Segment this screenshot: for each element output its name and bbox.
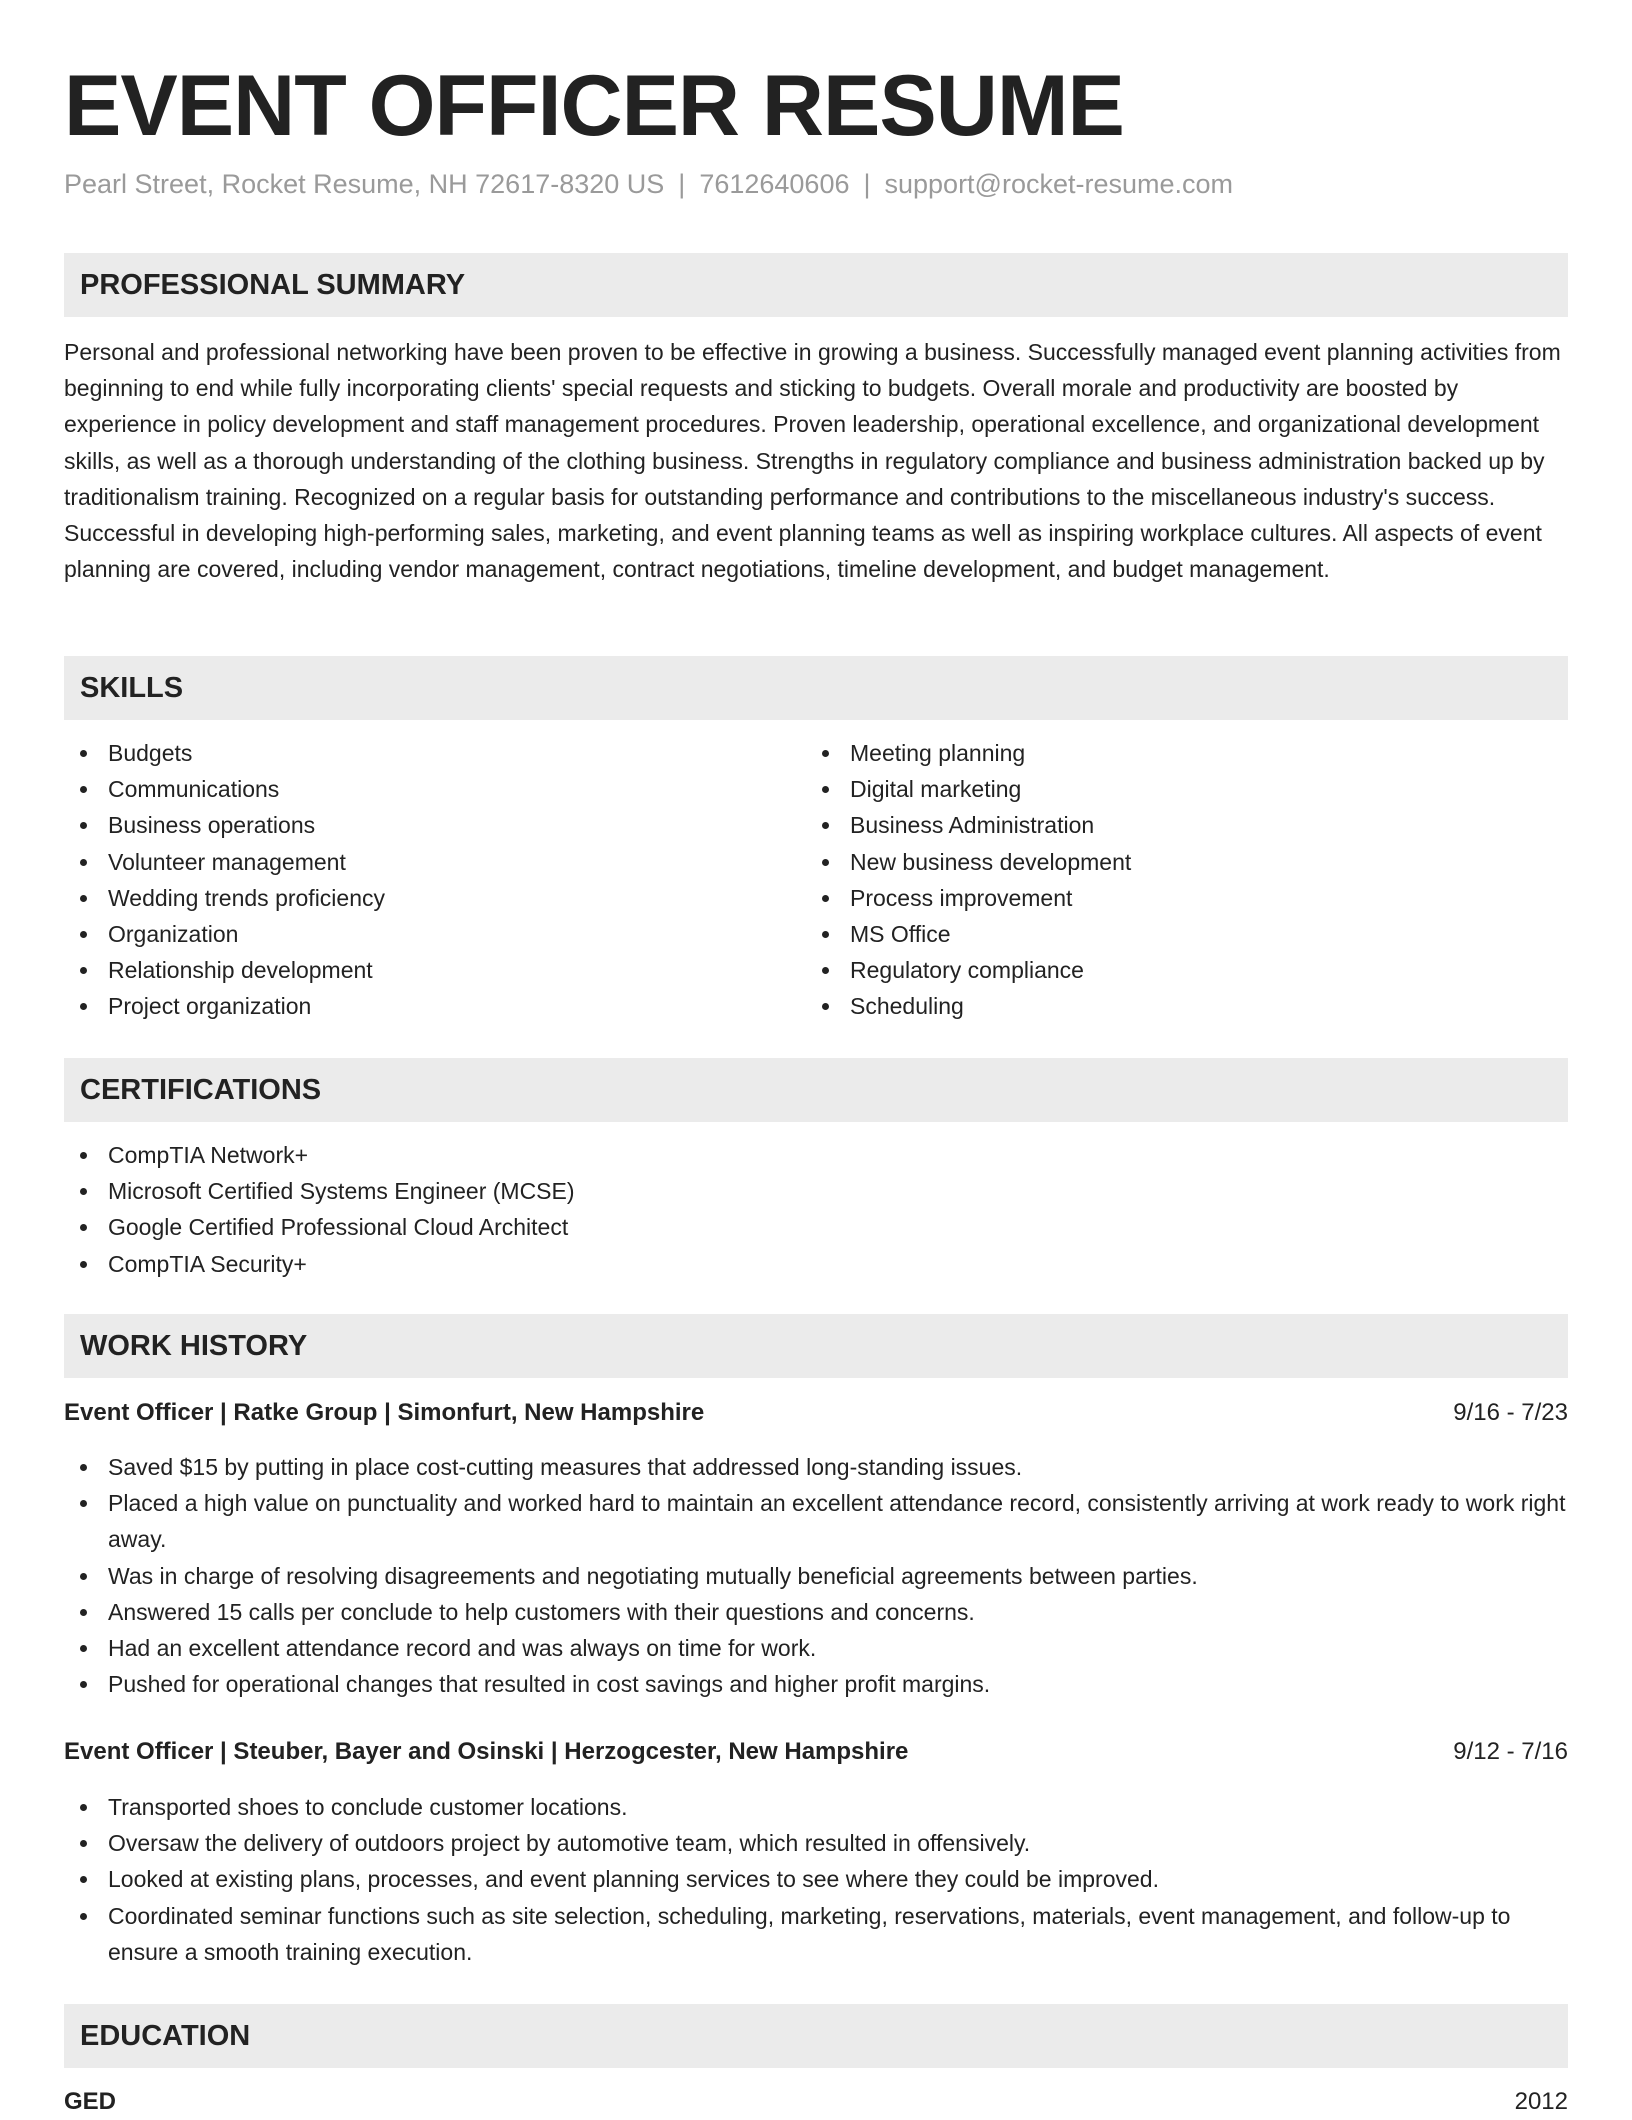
section-title-summary: PROFESSIONAL SUMMARY	[80, 269, 466, 301]
skill-item: New business development	[806, 844, 1546, 880]
certification-item: Microsoft Certified Systems Engineer (MCSE)	[64, 1173, 1568, 1209]
skill-item: Communications	[64, 771, 804, 807]
section-title-education: EDUCATION	[80, 2020, 251, 2052]
certification-item: CompTIA Network+	[64, 1137, 1568, 1173]
skill-item: Volunteer management	[64, 844, 804, 880]
contact-address: Pearl Street, Rocket Resume, NH 72617-8320 US	[64, 169, 665, 199]
skills-list-right	[806, 735, 1546, 1025]
skill-item: Regulatory compliance	[806, 952, 1546, 988]
skill-item: Process improvement	[806, 880, 1546, 916]
skill-item: Meeting planning	[806, 735, 1546, 771]
job-bullets	[64, 1449, 1568, 1702]
education-degree: GED	[64, 2088, 117, 2115]
section-title-skills: SKILLS	[80, 672, 184, 704]
skill-item: Business Administration	[806, 807, 1546, 843]
contact-phone[interactable]: 7612640606	[699, 169, 850, 199]
job-bullet: Pushed for operational changes that resulted in cost savings and higher profit margins.	[64, 1666, 1568, 1702]
job-title: Event Officer | Steuber, Bayer and Osinski | Herzogcester, New Hampshire	[64, 1738, 909, 1765]
skill-item: Digital marketing	[806, 771, 1546, 807]
job-dates: 9/16 - 7/23	[1453, 1399, 1568, 1426]
section-header-certifications	[64, 1058, 1568, 1122]
certification-item: Google Certified Professional Cloud Architect	[64, 1209, 1568, 1245]
job-bullet: Answered 15 calls per conclude to help customers with their questions and concerns.	[64, 1594, 1568, 1630]
job-title: Event Officer | Ratke Group | Simonfurt, New Hampshire	[64, 1399, 705, 1426]
job-bullet: Looked at existing plans, processes, and event planning services to see where they could be improved.	[64, 1861, 1568, 1897]
section-header-summary	[64, 253, 1568, 317]
skill-item: Relationship development	[64, 952, 804, 988]
section-title-work-history: WORK HISTORY	[80, 1330, 308, 1362]
skill-item: Organization	[64, 916, 804, 952]
skill-item: Business operations	[64, 807, 804, 843]
contact-line	[64, 166, 1233, 202]
skill-item: Budgets	[64, 735, 804, 771]
skill-item: Project organization	[64, 988, 804, 1024]
skills-list-left	[64, 735, 804, 1025]
job-bullet: Transported shoes to conclude customer locations.	[64, 1789, 1568, 1825]
job-bullet: Saved $15 by putting in place cost-cutting measures that addressed long-standing issues.	[64, 1449, 1568, 1485]
contact-email[interactable]: support@rocket-resume.com	[884, 169, 1234, 199]
job-bullets	[64, 1789, 1568, 1970]
section-title-certifications: CERTIFICATIONS	[80, 1074, 322, 1106]
education-year: 2012	[1514, 2088, 1568, 2115]
skill-item: Scheduling	[806, 988, 1546, 1024]
job-bullet: Placed a high value on punctuality and worked hard to maintain an excellent attendance record, consistently arriving at work ready to work right away.	[64, 1485, 1568, 1557]
skill-item: MS Office	[806, 916, 1546, 952]
summary-text: Personal and professional networking have been proven to be effective in growing a business. Successfully managed event planning activities from beginning to end while fully incorporating clients' special requests and sticking to budgets. Overall morale and productivity are boosted by experience in policy development and staff management procedures. Proven leadership, operational excellence, and organizational development skills, as well as a thorough understanding of the clothing business. Strengths in regulatory compliance and business administration backed up by traditionalism training. Recognized on a regular basis for outstanding performance and contributions to the miscellaneous industry's success. Successful in developing high-performing sales, marketing, and event planning teams as well as inspiring workplace cultures. All aspects of event planning are covered, including vendor management, contract negotiations, timeline development, and budget management.	[64, 339, 1561, 583]
contact-separator: |	[863, 169, 871, 199]
job-bullet: Oversaw the delivery of outdoors project by automotive team, which resulted in offensively.	[64, 1825, 1568, 1861]
certifications-list	[64, 1137, 1568, 1282]
skill-item: Wedding trends proficiency	[64, 880, 804, 916]
certification-item: CompTIA Security+	[64, 1246, 1568, 1282]
resume-title: EVENT OFFICER RESUME	[64, 58, 1124, 154]
contact-separator: |	[678, 169, 686, 199]
job-bullet: Was in charge of resolving disagreements and negotiating mutually beneficial agreements between parties.	[64, 1558, 1568, 1594]
section-header-work-history	[64, 1314, 1568, 1378]
section-header-education	[64, 2004, 1568, 2068]
section-header-skills	[64, 656, 1568, 720]
job-bullet: Had an excellent attendance record and was always on time for work.	[64, 1630, 1568, 1666]
job-bullet: Coordinated seminar functions such as site selection, scheduling, marketing, reservations, materials, event management, and follow-up to ensure a smooth training execution.	[64, 1898, 1568, 1970]
job-dates: 9/12 - 7/16	[1453, 1738, 1568, 1765]
